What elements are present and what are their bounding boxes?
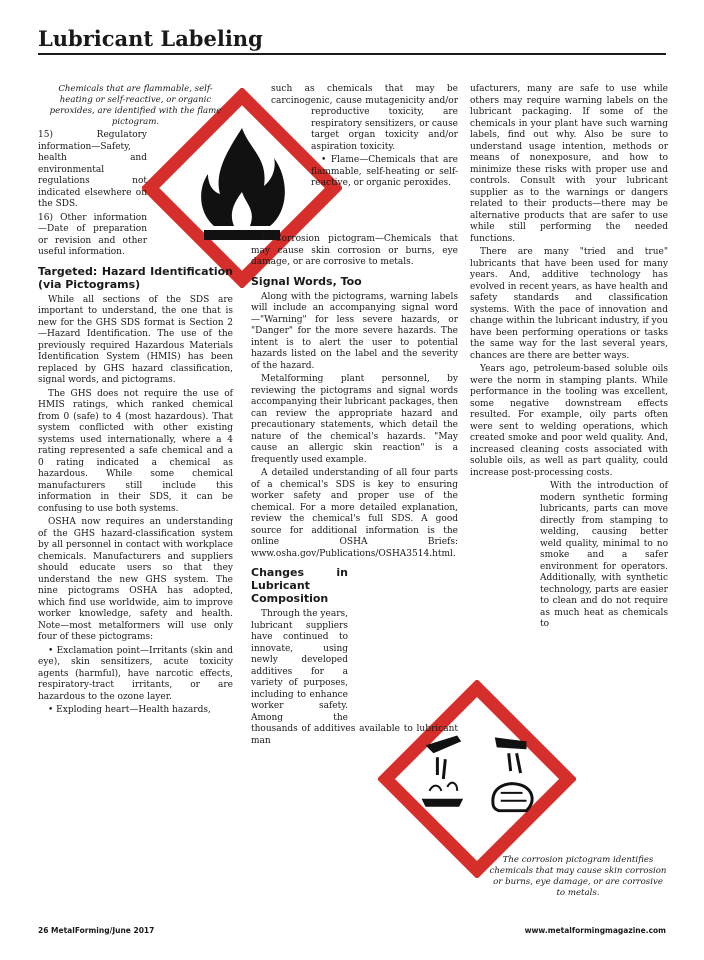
column-right (470, 84, 668, 633)
flame-wrap-spacer (147, 130, 233, 260)
paragraph: OSHA now requires an understanding of the GHS hazard-classification system by all personnel in contact with workplace chemicals. Manufacturers and suppliers should educate users so that they understand the new GHS system. The nine pictograms OSHA has adopted, which find use worldwide, aim to improve worker knowledge, safety and health. Note—most metalformers will use only four of these pictograms: (38, 517, 233, 642)
section-16-text: 16) Other information—Date of preparation or revision and other useful information. (38, 212, 147, 257)
paragraph: There are many "tried and true" lubricants that have been used for many years. And, additive technology has evolved in recent years, as have health and safety standards and classification systems. With the pace of innovation and change within the lubricant industry, if you have been performing operations or tasks the same way for the last several years, chances are there are better ways. (470, 247, 668, 361)
paragraph: Along with the pictograms, warning labels will include an accompanying signal word—"Warning" for less severe hazards, or "Danger" for the more severe hazards. The intent is to alert the user to potential hazards listed on the label and the severity of the hazard. (251, 291, 458, 371)
section-heading-signal-words: Signal Words, Too (251, 274, 362, 288)
bullet-corrosion: • Corrosion pictogram—Chemicals that may cause skin corrosion or burns, eye damage, or are corrosive to metals. (251, 234, 458, 267)
bullet-exploding-heart: • Exploding heart—Health hazards, (48, 705, 211, 715)
paragraph: While all sections of the SDS are important to understand, the one that is new for the GHS SDS format is Section 2—Hazard Identification. The use of the previously required Hazardous Materials Identification System (HMIS) has been replaced by GHS hazard classification, signal words, and pictograms. (38, 294, 233, 385)
paragraph: ufacturers, many are safe to use while others may require warning labels on the lubricant packaging. If some of the chemicals in your plant have such warning labels, find out why. Also be sure to understand usage intention, methods or means of nonexposure, and how to minimize these risks with proper use and controls. Consult with your lubricant supplier as to the warnings or dangers related to their products—there may be alternative products that are safer to use while still performing the needed functions. (470, 84, 668, 244)
section-heading-lubricant-composition: Changes in Lubricant Composition (251, 566, 348, 605)
paragraph: Metalforming plant personnel, by reviewing the pictograms and signal words accompanying their lubricant packages, then can review the appropriate hazard and precautionary statements, which detail the nature of the chemical's hazards. "May cause an allergic skin reaction" is a frequently used example. (251, 374, 458, 465)
column-middle (251, 84, 458, 749)
corrosion-caption: The corrosion pictogram identifies chemicals that may cause skin corrosion or burns, eye damage, or are corrosive to metals. (489, 854, 667, 898)
section-15-text: 15) Regulatory information—Safety, health and environmental regulations not indicated elsewhere on the SDS. (38, 130, 147, 209)
article-header: Lubricant Labeling (38, 26, 666, 55)
footer-website: www.metalformingmagazine.com (524, 926, 666, 935)
paragraph: The GHS does not require the use of HMIS ratings, which ranked chemical from 0 (safe) to 4 (most hazardous). That system conflicted with other existing systems used internationally, where a 4 rating represented a safe chemical and a 0 rating indicated a chemical as hazardous. While some chemical manufacturers still include this information in their SDS, it can be confusing to use both systems. (38, 388, 233, 514)
flame-caption: Chemicals that are flammable, self-heating or self-reactive, or organic peroxides, are identified with the flame pictogram. (49, 84, 222, 127)
section-heading-hazard-id: Targeted: Hazard Identification (via Pictograms) (38, 264, 233, 291)
paragraph: Years ago, petroleum-based soluble oils were the norm in stamping plants. While performance in the tooling was excellent, some negative downstream effects resulted. For example, oily parts often were sent to welding operations, which created smoke and poor weld quality. And, increased cleaning costs associated with soluble oils, as well as part quality, could increase post-processing costs. (470, 364, 668, 478)
corrosion-wrap-spacer (348, 562, 458, 722)
paragraph: Through the years, lubricant suppliers have continued to innovate, using newly developed additives for a variety of purposes, including to enhance worker safety. Among the thousands of additives available to lubricant man (251, 609, 458, 746)
paragraph: such as chemicals that may be carcinogenic, cause mutagenicity and/or reproductive toxicity, are respiratory sensitizers, or cause target organ toxicity and/or aspiration toxicity. (271, 84, 459, 152)
bullet-flame: • Flame—Chemicals that are flammable, self-heating or self-reactive, or organic peroxides. (311, 155, 458, 188)
paragraph: With the introduction of modern synthetic forming lubricants, parts can move directly from stamping to welding, causing better weld quality, minimal to no smoke and a safer environment for operators. Additionally, with synthetic technology, parts are easier to clean and do not require as much heat as chemicals to (540, 481, 668, 629)
flame-wrap-spacer (251, 84, 271, 114)
corrosion-wrap-spacer (470, 481, 540, 621)
bullet-exclamation-point: • Exclamation point—Irritants (skin and eye), skin sensitizers, acute toxicity agents (harmful), have narcotic effects, respiratory-tract irritants, or are hazardous to the ozone layer. (38, 645, 233, 702)
flame-wrap-spacer (251, 114, 311, 234)
column-left (38, 84, 233, 719)
footer-page-info: 26 MetalForming/June 2017 (38, 926, 155, 935)
paragraph: A detailed understanding of all four parts of a chemical's SDS is key to ensuring worker safety and proper use of the chemical. For a more detailed explanation, review the chemical's full SDS. A good source for additional information is the online OSHA Briefs: www.osha.gov/Publications/OSHA3514.html. (251, 468, 458, 559)
